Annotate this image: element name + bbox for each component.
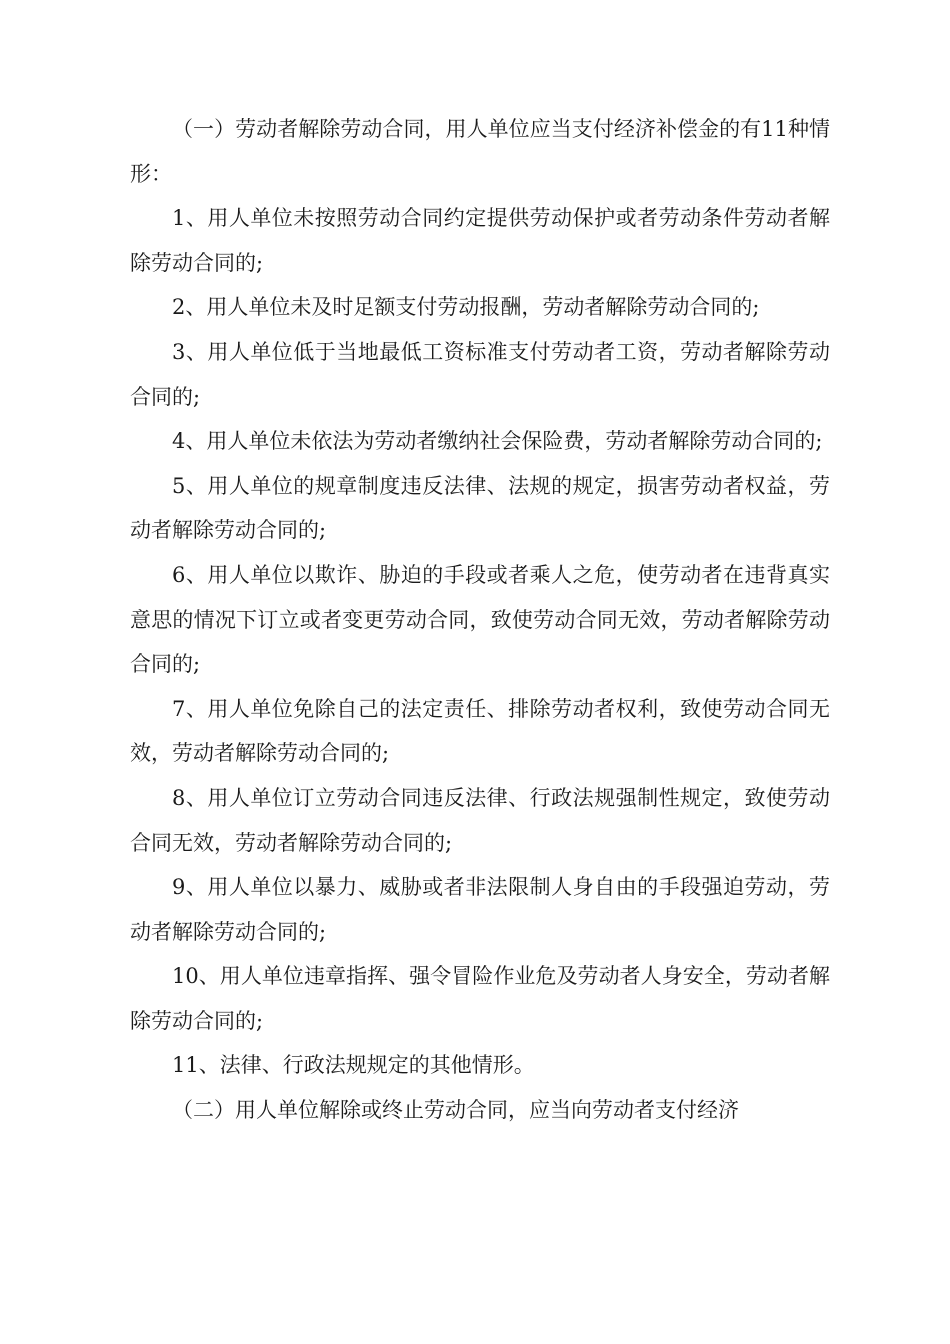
section-heading-2: （二）用人单位解除或终止劳动合同，应当向劳动者支付经济 [172,1098,739,1123]
section-heading-1: （一）劳动者解除劳动合同，用人单位应当支付经济补偿金的有11种情形： [130,117,830,186]
list-item-11: 11、法律、行政法规规定的其他情形。 [172,1053,535,1078]
list-item-6: 6、用人单位以欺诈、胁迫的手段或者乘人之危，使劳动者在违背真实意思的情况下订立或者变更劳动合同，致使劳动合同无效，劳动者解除劳动合同的; [130,562,830,677]
list-item-4: 4、用人单位未依法为劳动者缴纳社会保险费，劳动者解除劳动合同的; [172,429,823,454]
list-item-2: 2、用人单位未及时足额支付劳动报酬，劳动者解除劳动合同的; [172,295,760,320]
list-item-9: 9、用人单位以暴力、威胁或者非法限制人身自由的手段强迫劳动，劳动者解除劳动合同的; [130,875,830,944]
list-item-1: 1、用人单位未按照劳动合同约定提供劳动保护或者劳动条件劳动者解除劳动合同的; [130,206,830,275]
list-item-8: 8、用人单位订立劳动合同违反法律、行政法规强制性规定，致使劳动合同无效，劳动者解除劳动合同的; [130,785,830,855]
list-item-7: 7、用人单位免除自己的法定责任、排除劳动者权利，致使劳动合同无效，劳动者解除劳动合同的; [130,696,830,766]
list-item-5: 5、用人单位的规章制度违反法律、法规的规定，损害劳动者权益，劳动者解除劳动合同的; [130,473,830,543]
list-item-3: 3、用人单位低于当地最低工资标准支付劳动者工资，劳动者解除劳动合同的; [130,339,830,409]
document-body [130,107,830,1133]
list-item-10: 10、用人单位违章指挥、强令冒险作业危及劳动者人身安全，劳动者解除劳动合同的; [130,964,830,1033]
